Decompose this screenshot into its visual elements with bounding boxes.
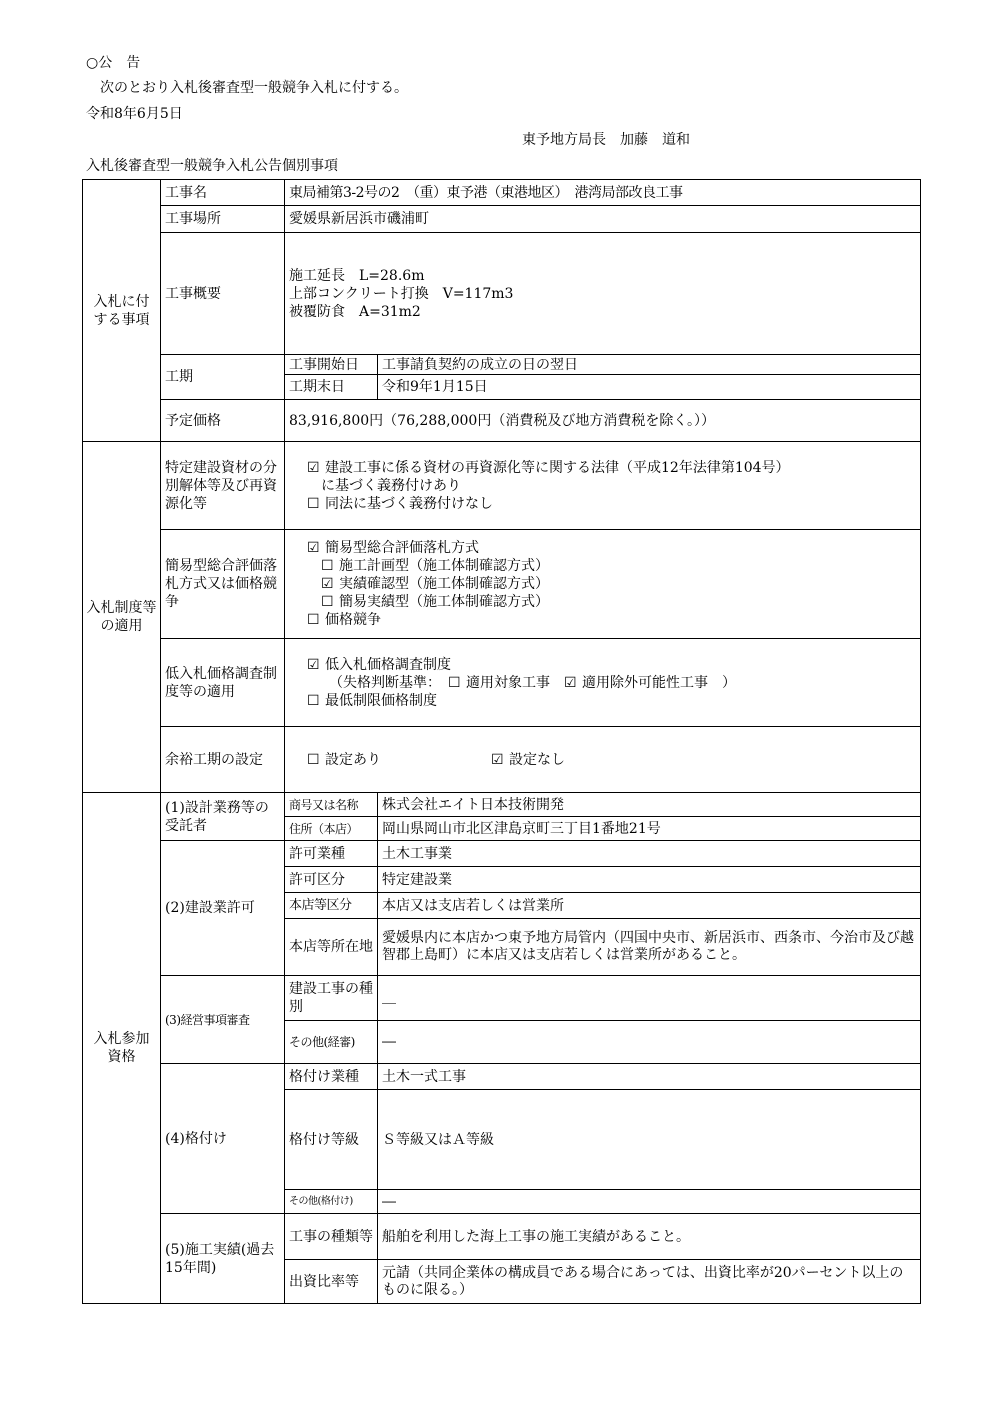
recycle-option-1-cont: に基づく義務付けあり: [321, 477, 461, 494]
label-license: (2)建設業許可: [161, 841, 285, 976]
label-rank-grade: 格付け等級: [285, 1090, 378, 1190]
label-construction-kind: 建設工事の種別: [285, 976, 378, 1021]
low-option-1: 低入札価格調査制度: [325, 656, 451, 673]
value-rank-grade: Ｓ等級又はＡ等級: [378, 1090, 921, 1190]
summary-line: 被覆防食 A=31m2: [289, 303, 421, 320]
checkbox-empty-icon: ☐: [321, 558, 334, 574]
value-management-other: ―: [378, 1021, 921, 1064]
value-design-address: 岡山県岡山市北区津島京町三丁目1番地21号: [378, 817, 921, 841]
label-design-address: 住所（本店）: [285, 817, 378, 841]
intro-text: 次のとおり入札後審査型一般競争入札に付する。: [100, 80, 408, 96]
value-construction-kind: ＿: [378, 976, 921, 1021]
label-period: 工期: [161, 355, 285, 400]
eval-sub-option-3: 簡易実績型（施工体制確認方式）: [339, 594, 549, 610]
checkbox-empty-icon: ☐: [448, 674, 461, 691]
label-office-class: 本店等区分: [285, 893, 378, 919]
value-recycle: [285, 442, 921, 530]
label-recycle: 特定建設資材の分別解体等及び再資源化等: [161, 442, 285, 530]
value-office-location: 愛媛県内に本店かつ東予地方局管内（四国中央市、新居浜市、西条市、今治市及び越智郡上島町）に本店又は支店若しくは営業所があること。: [378, 919, 921, 976]
checkbox-checked-icon: ☑: [307, 459, 320, 476]
label-end-date: 工期末日: [285, 375, 378, 400]
value-office-class: 本店又は支店若しくは営業所: [378, 893, 921, 919]
label-evaluation: 簡易型総合評価落札方式又は価格競争: [161, 530, 285, 639]
label-construction-record: (5)施工実績(過去15年間): [161, 1214, 285, 1304]
issuer: 東予地方局長 加藤 道和: [522, 132, 690, 148]
value-work-summary: [285, 233, 921, 355]
checkbox-empty-icon: ☐: [307, 751, 320, 768]
value-evaluation: [285, 530, 921, 639]
notice-table: [82, 179, 921, 1304]
value-design-name: 株式会社エイト日本技術開発: [378, 793, 921, 817]
value-rank-type: 土木一式工事: [378, 1064, 921, 1090]
value-license-class: 特定建設業: [378, 867, 921, 893]
value-start-date: 工事請負契約の成立の日の翌日: [378, 355, 921, 375]
section-bid-items-label: 入札に付する事項: [83, 180, 161, 442]
checkbox-checked-icon: ☑: [307, 540, 320, 556]
summary-line: 上部コンクリート打換 V=117m3: [289, 285, 514, 302]
checkbox-checked-icon: ☑: [321, 576, 334, 592]
checkbox-empty-icon: ☐: [307, 495, 320, 512]
label-design-contractor: (1)設計業務等の受託者: [161, 793, 285, 841]
checkbox-checked-icon: ☑: [307, 656, 320, 673]
label-license-class: 許可区分: [285, 867, 378, 893]
spare-option-1: 設定あり: [325, 751, 381, 768]
checkbox-checked-icon: ☑: [564, 674, 577, 691]
value-work-name: 東局補第3-2号の2 （重）東予港（東港地区） 港湾局部改良工事: [285, 180, 921, 206]
summary-line: 施工延長 L=28.6m: [289, 267, 425, 284]
recycle-option-1: 建設工事に係る資材の再資源化等に関する法律（平成12年法律第104号）: [325, 459, 790, 476]
section-system-label: 入札制度等の適用: [83, 442, 161, 793]
eval-sub-option-2: 実績確認型（施工体制確認方式）: [339, 576, 549, 592]
label-work-place: 工事場所: [161, 206, 285, 233]
label-management-review: (3)経営事項審査: [161, 976, 285, 1064]
label-license-type: 許可業種: [285, 841, 378, 867]
checkbox-empty-icon: ☐: [307, 692, 320, 709]
label-management-other: その他(経審): [285, 1021, 378, 1064]
notice-date: 令和8年6月5日: [86, 106, 183, 122]
eval-price-option: 価格競争: [325, 612, 381, 628]
low-basis-a: 適用対象工事: [466, 674, 550, 691]
table-title: 入札後審査型一般競争入札公告個別事項: [86, 158, 338, 174]
eval-sub-option-1: 施工計画型（施工体制確認方式）: [339, 558, 549, 574]
label-low-price: 低入札価格調査制度等の適用: [161, 639, 285, 727]
label-spare-period: 余裕工期の設定: [161, 727, 285, 793]
label-record-kind: 工事の種類等: [285, 1214, 378, 1260]
label-rank-type: 格付け業種: [285, 1064, 378, 1090]
label-investment-ratio: 出資比率等: [285, 1260, 378, 1304]
value-license-type: 土木工事業: [378, 841, 921, 867]
low-basis-prefix: （失格判断基準：: [329, 674, 434, 691]
label-rank: (4)格付け: [161, 1064, 285, 1214]
section-qualification-label: 入札参加資格: [83, 793, 161, 1304]
notice-heading: ○公 告: [86, 55, 141, 71]
checkbox-checked-icon: ☑: [491, 751, 504, 768]
value-spare-period: [285, 727, 921, 793]
value-record-kind: 船舶を利用した海上工事の施工実績があること。: [378, 1214, 921, 1260]
value-investment-ratio: 元請（共同企業体の構成員である場合にあっては、出資比率が20パーセント以上のものに限る。）: [378, 1260, 921, 1304]
label-rank-other: その他(格付け): [285, 1190, 378, 1214]
checkbox-empty-icon: ☐: [321, 594, 334, 610]
value-planned-price: 83,916,800円（76,288,000円（消費税及び地方消費税を除く。））: [285, 400, 921, 442]
recycle-option-2: 同法に基づく義務付けなし: [325, 495, 493, 512]
label-work-summary: 工事概要: [161, 233, 285, 355]
checkbox-empty-icon: ☐: [307, 612, 320, 628]
label-start-date: 工事開始日: [285, 355, 378, 375]
label-design-name: 商号又は名称: [285, 793, 378, 817]
label-planned-price: 予定価格: [161, 400, 285, 442]
eval-main-option: 簡易型総合評価落札方式: [325, 540, 479, 556]
value-end-date: 令和9年1月15日: [378, 375, 921, 400]
label-office-location: 本店等所在地: [285, 919, 378, 976]
label-work-name: 工事名: [161, 180, 285, 206]
low-basis-b: 適用除外可能性工事 ）: [582, 674, 736, 691]
value-rank-other: ―: [378, 1190, 921, 1214]
value-low-price: [285, 639, 921, 727]
value-work-place: 愛媛県新居浜市磯浦町: [285, 206, 921, 233]
low-option-2: 最低制限価格制度: [325, 692, 437, 709]
spare-option-2: 設定なし: [509, 751, 565, 768]
